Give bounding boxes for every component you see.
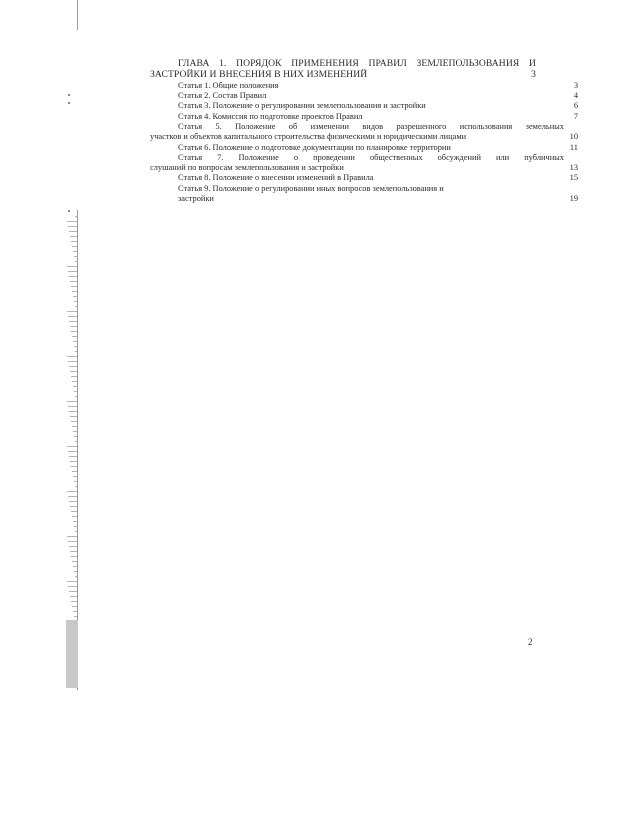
scan-margin-dash xyxy=(68,541,77,542)
scan-margin-dash xyxy=(74,571,77,572)
scan-margin-dash xyxy=(73,611,77,612)
toc-page-number: 7 xyxy=(573,111,578,121)
scan-margin-dash xyxy=(69,546,77,547)
scan-margin-dash xyxy=(70,326,77,327)
toc-entry-text-line2: слушаний по вопросам землепользования и застройки xyxy=(150,163,344,173)
scan-margin-dash xyxy=(72,561,77,562)
scan-margin-dash xyxy=(73,521,77,522)
scan-margin-dash xyxy=(70,371,77,372)
scan-margin-dash xyxy=(71,241,77,242)
scan-margin-dash xyxy=(69,501,77,502)
scan-margin-dash xyxy=(68,406,77,407)
toc-entry-text: Статья 2. Состав Правил xyxy=(178,91,267,101)
scan-margin-dash xyxy=(71,286,77,287)
toc-page-number: 10 xyxy=(569,132,578,142)
toc-entry-text-line1: Статья 9. Положение о регулировании иных вопросов землепользования и xyxy=(178,183,444,193)
scan-margin-dash xyxy=(74,301,77,302)
scan-margin-dash xyxy=(75,531,77,532)
scan-margin-dash xyxy=(68,586,77,587)
toc-entry-article-9 xyxy=(150,184,578,205)
scan-margin-dash xyxy=(70,281,77,282)
scan-margin-dash xyxy=(71,376,77,377)
scan-margin-dash xyxy=(73,386,77,387)
scan-margin-dash xyxy=(74,436,77,437)
scan-margin-dash xyxy=(67,536,77,537)
toc-entry-article-3 xyxy=(150,101,578,111)
scan-margin-dash xyxy=(69,321,77,322)
toc-chapter-heading-line2: ЗАСТРОЙКИ И ВНЕСЕНИЯ В НИХ ИЗМЕНЕНИЙ xyxy=(150,69,368,81)
scan-margin-dash xyxy=(71,466,77,467)
scan-margin-dash xyxy=(75,576,77,577)
scan-margin-line xyxy=(77,210,78,690)
scan-margin-dash xyxy=(68,451,77,452)
scan-margin-dash xyxy=(75,486,77,487)
scan-margin-dash xyxy=(74,391,77,392)
scan-margin-dot xyxy=(68,94,70,96)
scan-margin-dash xyxy=(70,461,77,462)
toc-entry-article-5 xyxy=(150,122,578,143)
scan-margin-dash xyxy=(71,331,77,332)
toc-entry-text-line1: Статья 5. Положение об изменении видов разрешенного использования земельных xyxy=(178,122,564,131)
scan-margin-dash xyxy=(72,246,77,247)
toc-entry-article-7 xyxy=(150,153,578,174)
scan-margin-dash xyxy=(72,336,77,337)
toc-entry-text: Статья 3. Положение о регулировании землепользования и застройки xyxy=(178,101,426,111)
scan-margin-dash xyxy=(73,251,77,252)
scan-margin-dash xyxy=(67,581,77,582)
scan-margin-dash xyxy=(69,411,77,412)
scan-margin-dash xyxy=(67,356,77,357)
toc-chapter-heading-line1: ГЛАВА 1. ПОРЯДОК ПРИМЕНЕНИЯ ПРАВИЛ ЗЕМЛЕПОЛЬЗОВАНИЯ И xyxy=(178,58,536,69)
scan-margin-dash xyxy=(74,346,77,347)
scan-margin-dash xyxy=(75,216,77,217)
toc-page-number: 6 xyxy=(573,101,578,111)
toc-entry-article-4 xyxy=(150,112,578,122)
scan-margin-dash xyxy=(73,566,77,567)
scan-margin-dash xyxy=(69,456,77,457)
scan-margin-dash xyxy=(71,601,77,602)
scan-margin-dash xyxy=(67,491,77,492)
scan-margin-dash xyxy=(72,471,77,472)
scan-margin-dash xyxy=(72,291,77,292)
scan-margin-dash xyxy=(67,401,77,402)
scan-margin-dash xyxy=(75,351,77,352)
scan-margin-dash xyxy=(71,556,77,557)
toc-entry-text: Статья 4. Комиссия по подготовке проектов Правил xyxy=(178,111,363,121)
toc-page-number: 19 xyxy=(569,194,578,204)
scan-margin-block xyxy=(66,620,78,688)
scan-margin-dot xyxy=(68,102,70,104)
toc-entry-text-line2: застройки xyxy=(178,194,214,204)
table-of-contents xyxy=(150,58,578,204)
toc-page-number: 3 xyxy=(531,69,536,81)
toc-entry-article-1 xyxy=(150,81,578,91)
scan-margin-dash xyxy=(67,221,77,222)
toc-page-number: 15 xyxy=(569,173,578,183)
toc-entry-text-line1: Статья 7. Положение о проведении общественных обсуждений или публичных xyxy=(178,152,564,162)
scan-margin-dash xyxy=(68,361,77,362)
toc-entry-article-6 xyxy=(150,143,578,153)
scan-margin-dash xyxy=(70,596,77,597)
toc-chapter-heading xyxy=(150,58,536,81)
scan-margin-dash xyxy=(71,511,77,512)
toc-entry-article-2 xyxy=(150,91,578,101)
scan-margin-dash xyxy=(73,341,77,342)
scan-margin-dash xyxy=(69,231,77,232)
scan-margin-dash xyxy=(75,261,77,262)
toc-page-number: 4 xyxy=(573,91,578,101)
scan-margin-dash xyxy=(75,396,77,397)
toc-page-number: 11 xyxy=(569,142,578,152)
scan-margin-dash xyxy=(70,551,77,552)
toc-page-number: 3 xyxy=(573,80,578,90)
page-footer-number: 2 xyxy=(528,637,533,647)
scan-margin-dash xyxy=(72,606,77,607)
toc-entry-text: Статья 1. Общие положения xyxy=(178,80,279,90)
scan-margin-dash xyxy=(69,591,77,592)
toc-entry-text-line2: участков и объектов капитального строительства физическими и юридическими лицами xyxy=(150,132,467,142)
toc-entry-text: Статья 8. Положение о внесении изменений в Правила xyxy=(178,173,374,183)
scan-margin-dash xyxy=(73,431,77,432)
scan-margin-dash xyxy=(70,236,77,237)
scan-margin-dash xyxy=(74,256,77,257)
scan-margin-dash xyxy=(68,316,77,317)
scan-margin-dash xyxy=(67,446,77,447)
scan-margin-dash xyxy=(68,496,77,497)
scan-margin-dash xyxy=(70,416,77,417)
scan-margin-line xyxy=(77,0,78,30)
scan-margin-dash xyxy=(67,266,77,267)
scan-margin-dash xyxy=(68,226,77,227)
toc-entry-text: Статья 6. Положение о подготовке документации по планировке территории xyxy=(178,142,451,152)
scan-margin-dash xyxy=(69,366,77,367)
scan-margin-dash xyxy=(69,276,77,277)
scan-margin-dash xyxy=(73,476,77,477)
scan-margin-dash xyxy=(74,481,77,482)
scan-margin-dot xyxy=(68,210,70,212)
scan-margin-dash xyxy=(70,506,77,507)
scan-margin-dash xyxy=(72,381,77,382)
scan-margin-dash xyxy=(75,441,77,442)
toc-page-number: 13 xyxy=(569,163,578,173)
scan-margin-dash xyxy=(71,421,77,422)
scan-margin-dash xyxy=(73,296,77,297)
scan-margin-dash xyxy=(74,616,77,617)
scan-margin-dash xyxy=(74,526,77,527)
scan-margin-dash xyxy=(72,516,77,517)
toc-entry-article-8 xyxy=(150,173,578,183)
scan-margin-dash xyxy=(68,271,77,272)
scan-margin-dash xyxy=(75,306,77,307)
scan-margin-dash xyxy=(67,311,77,312)
scan-margin-dash xyxy=(72,426,77,427)
